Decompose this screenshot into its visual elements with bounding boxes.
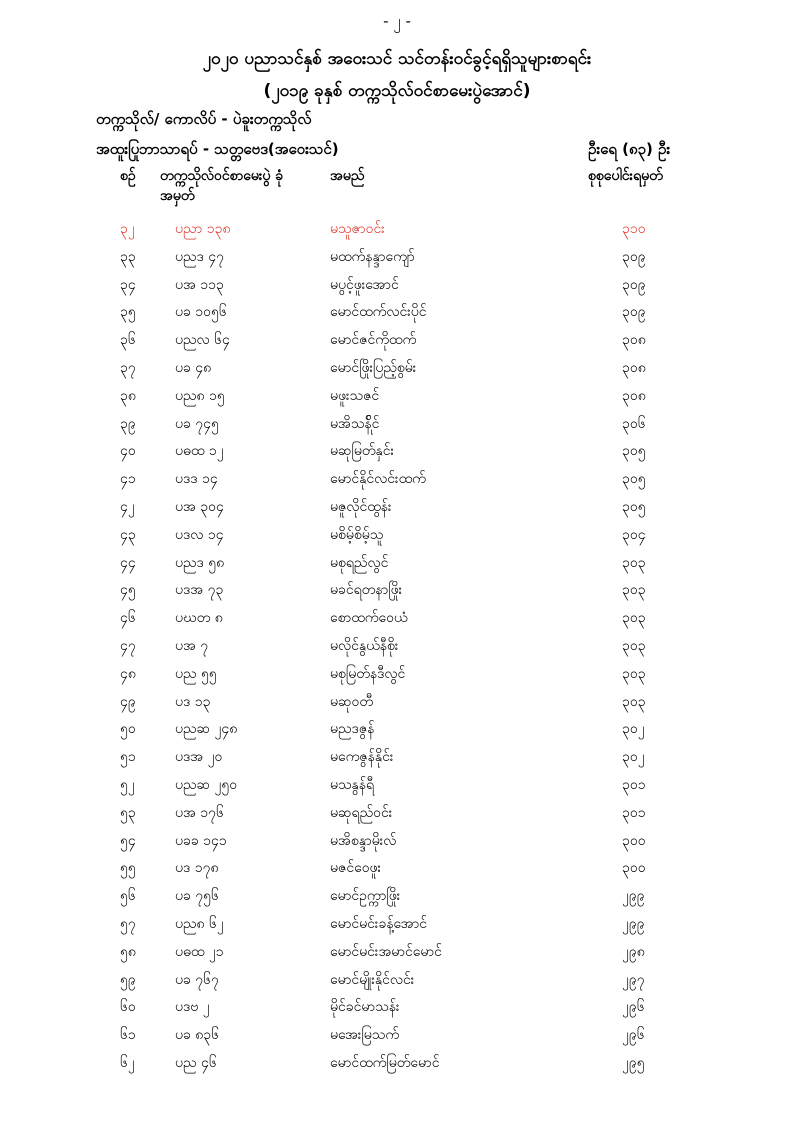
row-number: ၄၅: [120, 582, 136, 599]
table-row: [0, 272, 794, 300]
roll-number: ပခ ၈၃၆: [175, 1027, 220, 1044]
student-name: မထက်နန္ဒာကျော်: [330, 248, 415, 265]
student-name: မဆုမြတ်နှင်း: [330, 443, 395, 460]
total-marks: ၃၁၀: [622, 221, 646, 237]
total-marks: ၃၀၈: [622, 387, 646, 404]
row-number: ၃၇: [120, 359, 136, 376]
roll-number: ပခ ၄၈: [175, 359, 212, 376]
table-row: [0, 244, 794, 272]
row-number: ၆၂: [120, 1054, 135, 1071]
student-name: မစုရည်လွင်: [330, 554, 389, 571]
row-number: ၃၉: [120, 415, 136, 432]
row-number: ၆၁: [120, 1027, 136, 1044]
row-number: ၄၉: [120, 693, 136, 710]
student-name: မအိသန်ိုင်: [330, 415, 380, 432]
table-row: [0, 689, 794, 717]
total-marks: ၂၉၉: [622, 915, 645, 932]
row-number: ၃၅: [120, 304, 136, 321]
table-row: [0, 828, 794, 856]
subject-label: အထူးပြုဘာသာရပ် - သတ္တဗေဒ(အဝေးသင်): [96, 140, 339, 158]
total-marks: ၃၀၂: [622, 721, 645, 738]
table-row: [0, 550, 794, 578]
row-number: ၅၃: [120, 804, 136, 821]
total-marks: ၃၀၀: [622, 832, 646, 849]
roll-number: ပခ ၇၆၇: [175, 971, 219, 988]
university-label: တက္ကသိုလ်/ ကောလိပ် - ပဲခူးတက္ကသိုလ်: [96, 110, 312, 128]
row-number: ၄၂: [120, 498, 135, 515]
total-marks: ၃၀၁: [622, 776, 646, 793]
total-marks: ၃၀၀: [622, 860, 646, 877]
student-name: မဇင်ဝေဖူး: [330, 860, 382, 877]
roll-number: ပညာ ၁၃၈: [175, 221, 231, 237]
roll-number: ပအ ၁၇၆: [175, 804, 224, 821]
row-number: ၃၆: [120, 332, 136, 349]
roll-number: ပဒဗ ၂: [175, 999, 210, 1016]
total-marks: ၃၀၄: [622, 526, 646, 543]
total-marks: ၃၀၉: [622, 304, 646, 321]
total-marks: ၃၀၃: [622, 637, 646, 654]
table-row: [0, 633, 794, 661]
row-number: ၄၆: [120, 610, 136, 627]
table-row: [0, 744, 794, 772]
table-row: [0, 967, 794, 995]
roll-number: ပခ ၇၅၆: [175, 888, 219, 905]
roll-number: ပအ ၃၀၄: [175, 498, 224, 515]
total-marks: ၃၀၅: [622, 471, 646, 488]
row-number: ၄၇: [120, 637, 136, 654]
table-row: [0, 716, 794, 744]
roll-number: ပဓထ ၁၂: [175, 443, 224, 460]
roll-number: ပညလ ၆၄: [175, 332, 230, 349]
table-row: [0, 1022, 794, 1050]
row-number: ၃၃: [120, 248, 136, 265]
table-row: [0, 411, 794, 439]
table-row: [0, 661, 794, 689]
student-name: မောင်ထက်မြတ်မောင်: [330, 1054, 440, 1071]
roll-number: ပညဆ ၂၄၈: [175, 721, 238, 738]
table-row: [0, 327, 794, 355]
student-name: မဇူလိုင်ထွန်း: [330, 498, 392, 515]
student-name: စောထက်ဝေယံ: [330, 610, 408, 627]
table-row: [0, 911, 794, 939]
table-row: [0, 522, 794, 550]
total-marks: ၂၉၅: [622, 1054, 645, 1071]
row-number: ၄၀: [120, 443, 136, 460]
table-row: [0, 605, 794, 633]
total-marks: ၂၉၈: [622, 943, 645, 960]
total-marks: ၃၀၃: [622, 582, 646, 599]
student-name: မောင်မင်းခန့်အောင်: [330, 915, 427, 932]
document-title: ၂၀၂၀ ပညာသင်နှစ် အဝေးသင် သင်တန်းဝင်ခွင့်ရရှိသူများစာရင်း: [202, 49, 592, 69]
roll-number: ပည၈ ၁၅: [175, 387, 225, 404]
roll-number: ပခ ၇၄၅: [175, 415, 219, 432]
student-name: မောင်နိုင်လင်းထက်: [330, 471, 426, 488]
total-marks: ၃၀၃: [622, 665, 646, 682]
student-name: မောင်မျိုးနိုင်လင်း: [330, 971, 415, 988]
table-row: [0, 800, 794, 828]
student-name: မအေးမြသက်: [330, 1027, 400, 1044]
table-row: [0, 355, 794, 383]
roll-number: ပခ ၁၀၅၆: [175, 304, 227, 321]
student-name: မသူဇာဝင်း: [330, 221, 385, 237]
roll-number: ပဒလ ၁၄: [175, 526, 224, 543]
roll-number: ပအ ၁၁၃: [175, 276, 224, 293]
roll-number: ပခခ ၁၄၁: [175, 832, 227, 849]
table-row: [0, 1050, 794, 1078]
row-number: ၃၈: [120, 387, 136, 404]
total-marks: ၃၀၅: [622, 443, 646, 460]
table-row: [0, 577, 794, 605]
roll-number: ပည၈ ၆၂: [175, 915, 224, 932]
table-row: [0, 994, 794, 1022]
header-marks: စုစုပေါင်းရမှတ်: [588, 168, 663, 184]
table-row: [0, 494, 794, 522]
student-name: မဆုရည်ဝင်း: [330, 804, 393, 821]
total-marks: ၃၀၃: [622, 554, 646, 571]
student-name: မောင်မင်းအမာင်မောင်: [330, 943, 442, 960]
student-name: မညဒဇွန်: [330, 721, 375, 738]
student-name: မစုမြတ်နဒီလွင်: [330, 665, 406, 682]
row-number: ၄၁: [120, 471, 136, 488]
total-marks: ၃၀၂: [622, 749, 645, 766]
total-marks: ၃၀၉: [622, 248, 646, 265]
row-number: ၆၀: [120, 999, 136, 1016]
row-number: ၅၄: [120, 832, 136, 849]
student-name: မဖူးသဇင်: [330, 387, 380, 404]
roll-number: ပဒ ၁၇၈: [175, 860, 219, 877]
results-table: [0, 216, 794, 1078]
roll-number: ပဒဒ ၁၄: [175, 471, 218, 488]
table-row: [0, 299, 794, 327]
row-number: ၃၂: [120, 221, 135, 237]
page-number: - ၂ -: [383, 12, 411, 30]
row-number: ၅၆: [120, 888, 136, 905]
student-name: မောင်ဥက္ကာဖြိုး: [330, 888, 401, 905]
total-marks: ၂၉၉: [622, 888, 645, 905]
roll-number: ပဒအ ၂၀: [175, 749, 223, 766]
roll-number: ပအ ၇: [175, 637, 209, 654]
roll-number: ပညဆ ၂၅၀: [175, 776, 238, 793]
roll-number: ပညဒ ၄၇: [175, 248, 225, 265]
student-name: မောင်ဖြိုးပြည့်စွမ်း: [330, 359, 417, 376]
row-number: ၄၈: [120, 665, 136, 682]
row-number: ၅၅: [120, 860, 136, 877]
student-name: မောင်ထက်လင်းပိုင်: [330, 304, 427, 321]
roll-number: ပဒအ ၇၃: [175, 582, 224, 599]
total-marks: ၂၉၇: [622, 971, 645, 988]
student-name: မဆုဝတီ: [330, 693, 374, 710]
document-subtitle: (၂၀၁၉ ခုနှစ် တက္ကသိုလ်ဝင်စာမေးပွဲအောင်): [263, 81, 531, 101]
table-row: [0, 883, 794, 911]
row-number: ၅၁: [120, 749, 136, 766]
header-no: စဉ်: [120, 168, 136, 184]
student-name: မသနွန်ရီ: [330, 776, 375, 793]
table-row: [0, 383, 794, 411]
roll-number: ပဓထ ၂၁: [175, 943, 224, 960]
table-row: [0, 466, 794, 494]
row-number: ၅၇: [120, 915, 136, 932]
total-marks: ၃၀၁: [622, 804, 646, 821]
student-name: မခင်ရတနာဖြိုး: [330, 582, 403, 599]
student-name: မပွင့်ဖူးအောင်: [330, 276, 399, 293]
row-number: ၅၉: [120, 971, 136, 988]
row-number: ၄၄: [120, 554, 136, 571]
total-marks: ၃၀၆: [622, 415, 646, 432]
roll-number: ပညဒ ၅၈: [175, 554, 225, 571]
total-count: ဦးရေ (၈၃) ဦး: [588, 140, 671, 158]
student-name: မကေဇွန်နိုင်း: [330, 749, 394, 766]
roll-number: ပဃတ ၈: [175, 610, 223, 627]
student-name: မစိမ့်စိမ့်သူ: [330, 526, 384, 543]
table-row: [0, 216, 794, 244]
row-number: ၅၀: [120, 721, 136, 738]
table-row: [0, 855, 794, 883]
table-row: [0, 939, 794, 967]
header-name: အမည်: [330, 168, 365, 184]
header-roll: တက္ကသိုလ်ဝင်စာမေးပွဲ ခုံအမှတ်: [160, 168, 284, 204]
row-number: ၅၈: [120, 943, 136, 960]
table-row: [0, 772, 794, 800]
total-marks: ၃၀၉: [622, 276, 646, 293]
total-marks: ၃၀၈: [622, 359, 646, 376]
student-name: မိုင်ခင်မာသန်း: [330, 999, 400, 1016]
total-marks: ၃၀၃: [622, 693, 646, 710]
student-name: မလိုင်နွယ်နီစိုး: [330, 637, 399, 654]
student-name: မအိစန္ဒာမိုးလ်: [330, 832, 397, 849]
student-name: မောင်ဇင်ကိုထက်: [330, 332, 417, 349]
roll-number: ပဒ ၁၃: [175, 693, 211, 710]
total-marks: ၃၀၃: [622, 610, 646, 627]
row-number: ၃၄: [120, 276, 136, 293]
table-row: [0, 438, 794, 466]
total-marks: ၂၉၆: [622, 999, 645, 1016]
total-marks: ၃၀၈: [622, 332, 646, 349]
roll-number: ပည ၅၅: [175, 665, 217, 682]
row-number: ၅၂: [120, 776, 135, 793]
total-marks: ၃၀၅: [622, 498, 646, 515]
roll-number: ပည ၄၆: [175, 1054, 217, 1071]
row-number: ၄၃: [120, 526, 136, 543]
total-marks: ၂၉၆: [622, 1027, 645, 1044]
